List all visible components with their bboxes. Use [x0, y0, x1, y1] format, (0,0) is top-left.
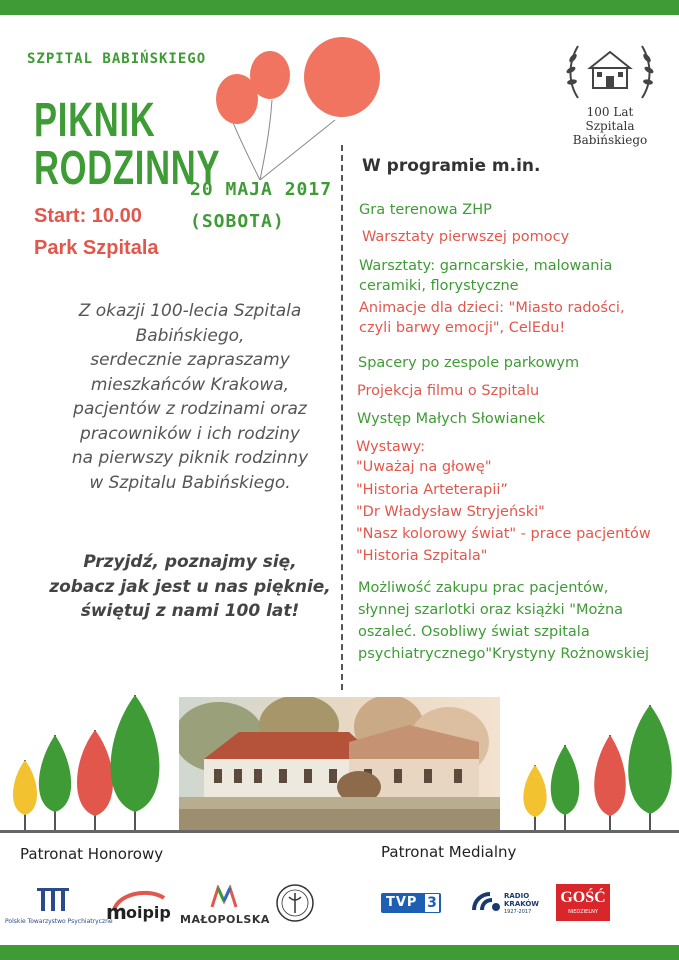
- ptp-logo-text: Polskie Towarzystwo Psychiatryczne: [5, 918, 113, 925]
- event-day: (SOBOTA): [190, 211, 285, 232]
- trees-right-icon: [505, 690, 679, 835]
- call-line: Przyjdź, poznajmy się,: [83, 552, 297, 572]
- event-date: 20 MAJA 2017: [190, 179, 333, 200]
- tvp-number: 3: [425, 894, 439, 912]
- gosc-niedzielny-logo: [556, 884, 610, 921]
- anniversary-line2: Szpitala: [585, 119, 635, 133]
- program-item: Warsztaty pierwszej pomocy: [362, 229, 570, 245]
- intro-line: pacjentów z rodzinami oraz: [73, 399, 307, 419]
- malopolska-emblem-icon: [209, 885, 239, 909]
- program-item: Projekcja filmu o Szpitalu: [357, 383, 540, 399]
- top-bar: [0, 0, 679, 15]
- org-name: SZPITAL BABIŃSKIEGO: [27, 51, 207, 67]
- intro-line: mieszkańców Krakowa,: [90, 374, 290, 395]
- program-item: "Dr Władysław Stryjeński": [356, 504, 545, 520]
- radio-text-2: KRAKÓW: [504, 900, 540, 908]
- program-item: Występ Małych Słowianek: [357, 411, 545, 427]
- start-time: Start: 10.00: [34, 205, 142, 227]
- anniversary-logo-text: [560, 105, 660, 147]
- ptp-emblem-icon: [33, 884, 73, 914]
- radio-krakow-logo: [472, 890, 542, 920]
- event-place: Park Szpitala: [34, 237, 159, 259]
- intro-text: [40, 299, 340, 495]
- anniversary-line3: Babińskiego: [572, 133, 648, 147]
- title-line2: RODZINNY: [34, 142, 221, 195]
- media-patronage-label: Patronat Medialny: [381, 843, 517, 861]
- honorary-patronage-label: Patronat Honorowy: [20, 845, 164, 863]
- radio-waves-icon: [472, 892, 502, 912]
- intro-line: serdecznie zapraszamy: [90, 350, 290, 370]
- program-item: Warsztaty: garncarskie, malowania: [359, 258, 613, 274]
- program-item: oszaleć. Osobliwy świat szpitala: [358, 624, 590, 640]
- program-item: psychiatrycznego"Krystyny Rożnowskiej: [358, 646, 650, 662]
- tvp3-logo: [381, 893, 441, 913]
- radio-text-3: 1927-2017: [504, 909, 532, 915]
- intro-line: w Szpitalu Babińskiego.: [89, 472, 291, 493]
- program-item: Gra terenowa ZHP: [359, 202, 492, 218]
- program-item: Animacje dla dzieci: "Miasto radości,: [359, 300, 625, 316]
- moipip-logo: [104, 888, 174, 924]
- intro-line: pracowników i ich rodziny: [80, 423, 300, 444]
- program-item: Możliwość zakupu prac pacjentów,: [358, 580, 609, 596]
- program-item: "Historia Arteterapii”: [356, 482, 508, 498]
- program-item: słynnej szarlotki oraz książki "Można: [358, 602, 624, 618]
- call-line: świętuj z nami 100 lat!: [80, 601, 300, 621]
- gosc-subtext: NIEDZIELNY: [568, 909, 598, 915]
- hospital-laurel-icon: [560, 38, 660, 108]
- call-line: zobacz jak jest u nas pięknie,: [49, 576, 331, 597]
- hospital-photo: [179, 697, 500, 830]
- program-item: czyli barwy emocji", CelEdu!: [359, 320, 566, 336]
- ptp-logo: [5, 884, 113, 925]
- call-to-action: [30, 550, 350, 624]
- ground-line: [0, 830, 679, 833]
- program-item: Wystawy:: [356, 439, 426, 455]
- malopolska-text: MAŁOPOLSKA: [180, 913, 270, 926]
- moipip-text: oipip: [126, 903, 171, 922]
- bottom-bar: [0, 945, 679, 960]
- intro-line: Z okazji 100-lecia Szpitala: [78, 301, 302, 321]
- seal-icon: [275, 883, 315, 923]
- program-item: ceramiki, florystyczne: [359, 278, 519, 294]
- anniversary-line1: 100 Lat: [586, 105, 634, 119]
- title-line1: PIKNIK: [34, 94, 156, 147]
- program-item: "Nasz kolorowy świat" - prace pacjentów: [356, 526, 651, 542]
- radio-text-1: RADIO: [504, 892, 530, 900]
- moipip-m: m: [106, 900, 127, 924]
- program-item: "Historia Szpitala": [356, 548, 488, 564]
- program-item: Spacery po zespole parkowym: [358, 355, 580, 371]
- gosc-text: GOŚĆ: [560, 889, 606, 906]
- tvp-text: TVP: [386, 895, 418, 910]
- trees-left-icon: [0, 690, 175, 835]
- malopolska-logo: [180, 885, 268, 926]
- intro-line: na pierwszy piknik rodzinny: [71, 448, 309, 468]
- intro-line: Babińskiego,: [135, 325, 245, 346]
- program-heading: W programie m.in.: [362, 156, 541, 176]
- program-item: "Uważaj na głowę": [356, 459, 492, 475]
